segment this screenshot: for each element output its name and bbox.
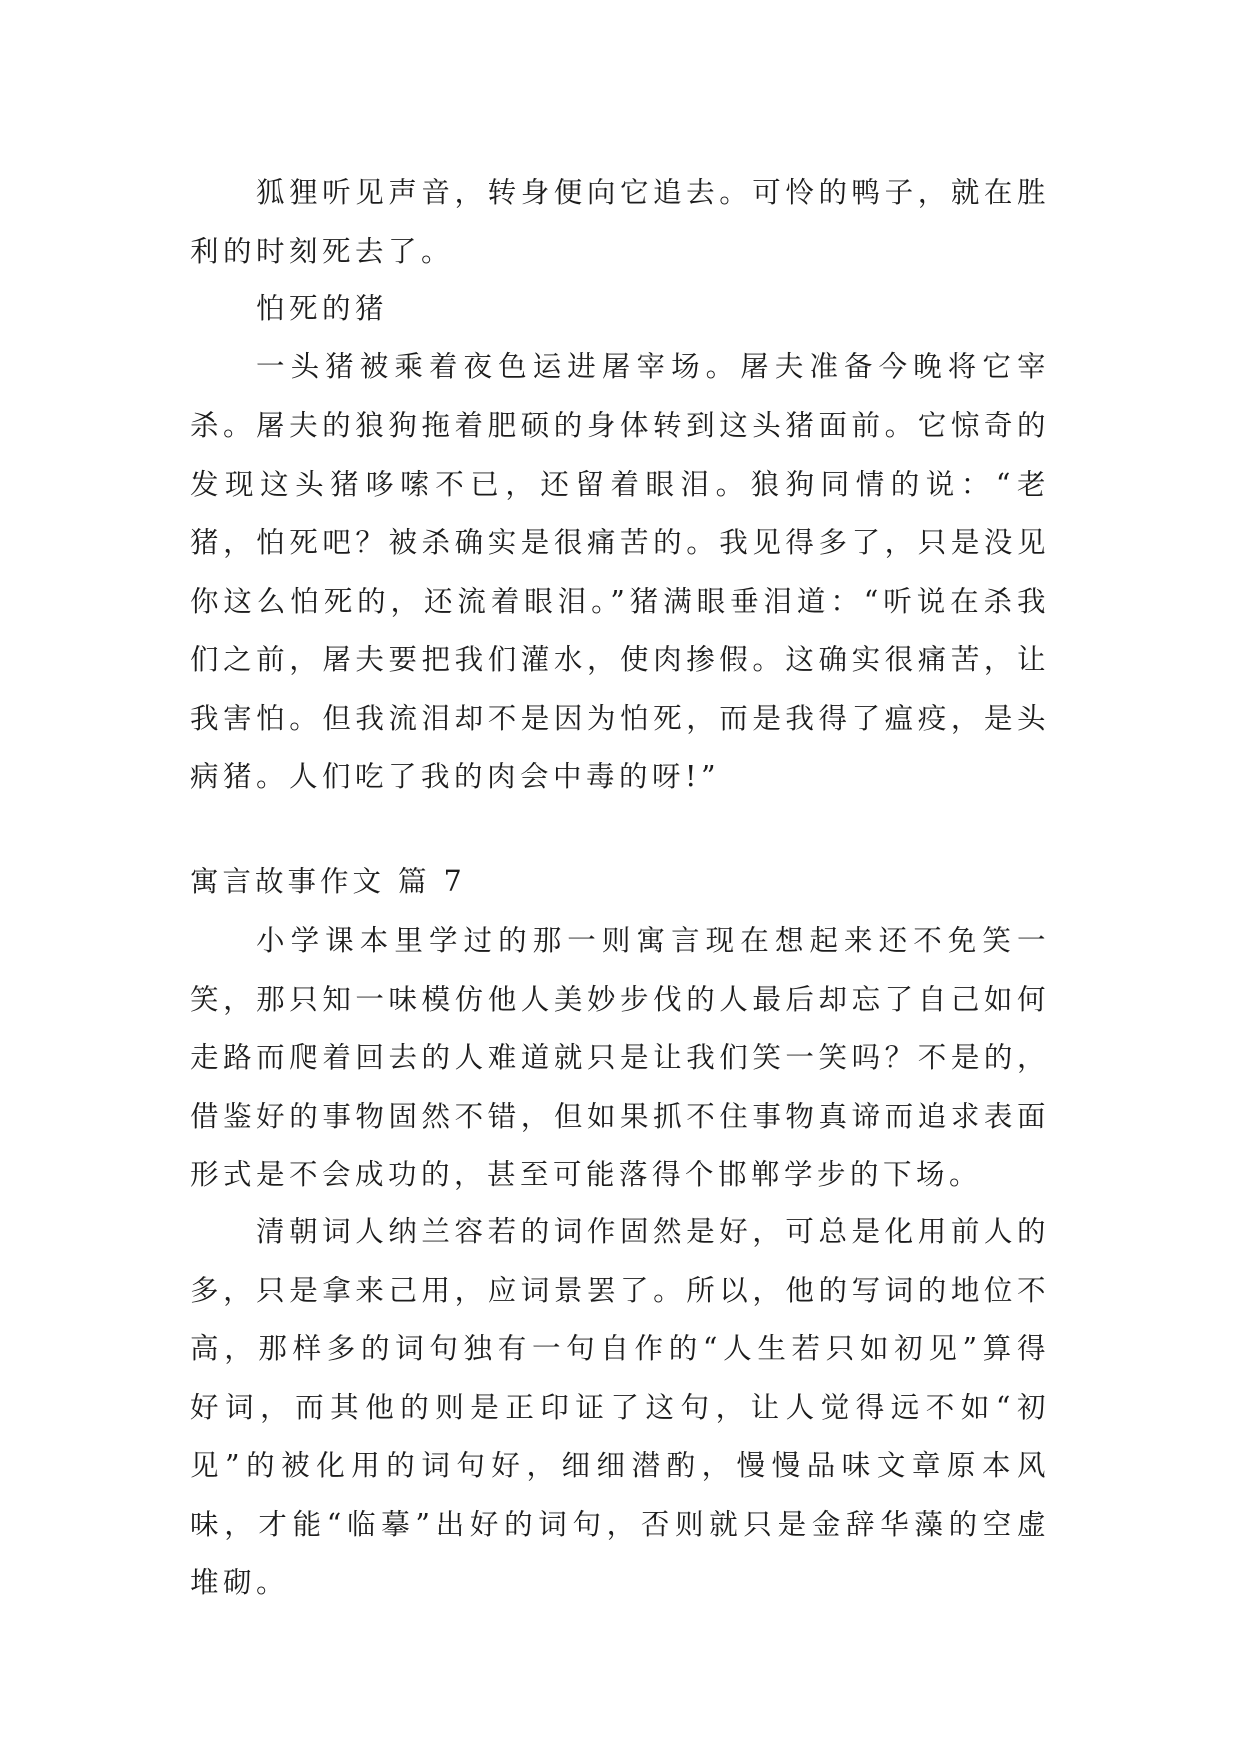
story-title-scared-pig: 怕死的猪 bbox=[256, 292, 389, 325]
paragraph-fox-duck: 狐狸听见声音，转身便向它追去。可怜的鸭子，就在胜利的时刻死去了。 bbox=[190, 176, 1050, 268]
paragraph-nalan-rongruo: 清朝词人纳兰容若的词作固然是好，可总是化用前人的多，只是拿来己用，应词景罢了。所以，他的写词的地位不高，那样多的词句独有一句自作的“人生若只如初见”算得好词，而其他的则是正印证了这句，让人觉得远不如“初见”的被化用的词句好，细细潜酌，慢慢品味文章原本风味，才能“临摹”出好的词句，否则就只是金辞华藻的空虚堆砌。 bbox=[190, 1215, 1050, 1599]
paragraph-pig-slaughterhouse: 一头猪被乘着夜色运进屠宰场。屠夫准备今晚将它宰杀。 bbox=[190, 350, 1050, 442]
paragraph-handan-fable: 小学课本里学过的那一则寓言现在想起来还不免笑一笑，那只知一味模仿他人美妙步伐的人最后却忘了自己如何走路而爬着回去的人难道就只是让我们笑一笑吗？不是的，借鉴好的事物固然不错，但如果抓不住事物真谛而追求表面形式是不会成功的，甚至可能落得个邯郸学步的下场。 bbox=[190, 924, 1050, 1191]
section-title: 寓言故事作文 篇 7 bbox=[190, 865, 466, 898]
paragraph-wolfdog-dialogue: 屠夫的狼狗拖着肥硕的身体转到这头猪面前。它惊奇的发现这头猪哆嗦不已，还留着眼泪。狼狗同情的说：“老猪，怕死吧？被杀确实是很痛苦的。我见得多了，只是没见你这么怕死的，还流着眼泪。”猪满眼垂泪道：“听说在杀我们之前，屠夫要把我们灌水，使肉掺假。这确实很痛苦，让我害怕。但我流泪却不是因为怕死，而是我得了瘟疫，是头病猪。人们吃了我的肉会中毒的呀!” bbox=[190, 409, 1050, 793]
